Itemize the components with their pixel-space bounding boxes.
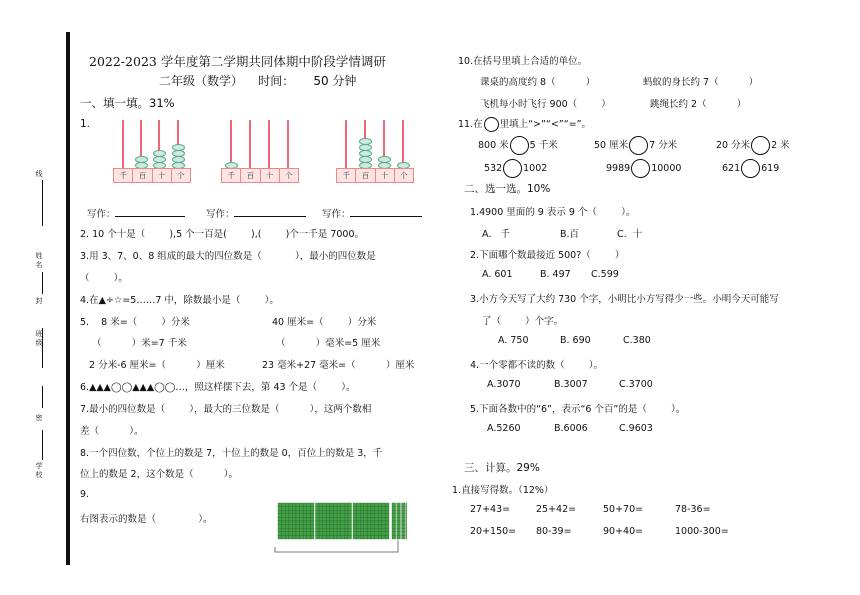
question-8a: 8.一个四位数，个位上的数是 7，十位上的数是 0，百位上的数是 3，千 xyxy=(80,448,383,459)
compare-left: 800 米 xyxy=(478,140,509,151)
question-3b: （ ）。 xyxy=(80,273,128,284)
question-9-number: 9. xyxy=(80,489,90,500)
question-5-r3a: 2 分米-6 厘米=（ ）厘米 xyxy=(89,360,225,371)
answer-line[interactable] xyxy=(350,216,422,217)
choice-q5-b[interactable]: B.6006 xyxy=(554,423,588,434)
q1-number: 1. xyxy=(80,118,91,130)
place-label: 个 xyxy=(400,171,408,180)
question-10a: 课桌的高度约 8（ ） xyxy=(480,77,596,88)
compare-item-2 xyxy=(594,136,677,155)
choice-q4-a[interactable]: A.3070 xyxy=(487,379,521,390)
margin-line xyxy=(42,272,43,294)
compare-circle[interactable] xyxy=(751,136,770,155)
place-label: 百 xyxy=(356,169,375,182)
compare-right: 2 米 xyxy=(771,140,790,151)
question-11-title-end: 里填上“>”“<”“=”。 xyxy=(499,119,592,130)
question-5-r1b: 40 厘米=（ ）分米 xyxy=(272,317,377,328)
choice-q2: 2.下面哪个数最接近 500?（ ） xyxy=(470,250,625,261)
choice-q3-c[interactable]: C.380 xyxy=(623,335,651,346)
compare-item-6 xyxy=(722,159,779,178)
question-3a: 3.用 3、7、0、8 组成的最大的四位数是（ ），最小的四位数是 xyxy=(80,251,376,262)
compare-left: 20 分米 xyxy=(716,140,751,151)
place-label: 十 xyxy=(153,169,172,182)
ten-rod xyxy=(406,503,407,539)
hundred-block xyxy=(353,503,389,539)
question-8b: 位上的数是 2，这个数是（ ）。 xyxy=(80,469,239,480)
compare-circle[interactable] xyxy=(631,159,650,178)
choice-q1-c[interactable]: C. 十 xyxy=(617,229,643,240)
hundred-block xyxy=(278,503,314,539)
circle-icon xyxy=(484,117,499,132)
question-10b: 蚂蚁的身长约 7（ ） xyxy=(643,77,759,88)
compare-circle[interactable] xyxy=(503,159,522,178)
compare-right: 1002 xyxy=(523,163,548,174)
place-label: 个 xyxy=(285,171,293,180)
write-label-3: 写作： xyxy=(322,209,351,220)
compare-left: 50 厘米 xyxy=(594,140,629,151)
choice-q4-b[interactable]: B.3007 xyxy=(554,379,588,390)
question-11-title-start: 11.在 xyxy=(458,119,483,130)
choice-q3-b[interactable]: B. 690 xyxy=(560,335,591,346)
question-2: 2. 10 个十是（ ),5 个一百是( ),( )个一千是 7000。 xyxy=(80,229,364,240)
place-label: 百 xyxy=(133,169,152,182)
margin-line xyxy=(42,386,43,408)
margin-label-feng: 封 xyxy=(35,297,43,305)
ten-rod xyxy=(397,503,401,539)
choice-q2-b[interactable]: B. 497 xyxy=(540,269,571,280)
write-label-1: 写作： xyxy=(87,209,116,220)
answer-line[interactable] xyxy=(234,216,306,217)
place-label: 个 xyxy=(177,171,185,180)
compare-left: 532 xyxy=(484,163,503,174)
compare-right: 619 xyxy=(761,163,780,174)
compare-right: 10000 xyxy=(651,163,682,174)
exam-title: 2022-2023 学年度第二学期共同体期中阶段学情调研 xyxy=(89,54,386,69)
question-5-r3b: 23 毫米+27 毫米=（ ）厘米 xyxy=(262,360,415,371)
ten-rod xyxy=(392,503,396,539)
calc-item: 80-39= xyxy=(536,526,572,537)
compare-left: 621 xyxy=(722,163,741,174)
answer-line[interactable] xyxy=(115,216,185,217)
question-4: 4.在▲÷☆=5……7 中，除数最小是（ ）。 xyxy=(80,295,279,306)
compare-left: 9989 xyxy=(606,163,631,174)
calc-item: 90+40= xyxy=(603,526,644,537)
choice-q5-a[interactable]: A.5260 xyxy=(487,423,521,434)
choice-q4: 4.一个零都不读的数（ ）。 xyxy=(470,360,603,371)
compare-right: 7 分米 xyxy=(649,140,678,151)
choice-q1-a[interactable]: A. 千 xyxy=(482,229,510,240)
calc-item: 25+42= xyxy=(536,504,577,515)
section3-heading: 三、计算。29% xyxy=(464,462,540,474)
question-5-r2a: （ ）米=7 千米 xyxy=(92,338,187,349)
margin-line xyxy=(42,180,43,226)
question-10c: 飞机每小时飞行 900（ ） xyxy=(480,99,611,110)
write-label-2: 写作： xyxy=(206,209,235,220)
place-label: 千 xyxy=(337,169,356,182)
compare-item-4 xyxy=(484,159,547,178)
question-11-title xyxy=(458,116,591,132)
compare-item-5 xyxy=(606,159,681,178)
compare-circle[interactable] xyxy=(741,159,760,178)
place-label: 百 xyxy=(241,169,260,182)
section2-heading: 二、选一选。10% xyxy=(464,183,551,195)
ten-rod xyxy=(402,503,406,539)
margin-line xyxy=(42,430,43,460)
question-6: 6.▲▲▲◯◯▲▲▲◯◯…，照这样摆下去，第 43 个是（ ）。 xyxy=(80,382,356,393)
place-label: 十 xyxy=(376,169,395,182)
place-label: 千 xyxy=(114,169,133,182)
choice-q1-b[interactable]: B.百 xyxy=(560,229,580,240)
calc-item: 27+43= xyxy=(470,504,511,515)
hundred-block xyxy=(316,503,352,539)
section1-heading: 一、填一填。31% xyxy=(80,96,175,110)
question-10d: 跳绳长约 2（ ） xyxy=(650,99,747,110)
compare-right: 5 千米 xyxy=(529,140,558,151)
exam-subtitle: 二年级（数学） 时间： 50 分钟 xyxy=(159,74,357,88)
choice-q2-c[interactable]: C.599 xyxy=(591,269,619,280)
binding-bar xyxy=(66,32,70,565)
section3-sub: 1.直接写得数。（12%） xyxy=(452,485,554,496)
choice-q2-a[interactable]: A. 601 xyxy=(482,269,513,280)
choice-q3-a[interactable]: A. 750 xyxy=(498,335,529,346)
choice-q5-c[interactable]: C.9603 xyxy=(619,423,653,434)
compare-item-3 xyxy=(716,136,790,155)
question-5-r1a: 5. 8 米=（ ）分米 xyxy=(80,317,190,328)
question-10-title: 10.在括号里填上合适的单位。 xyxy=(458,56,588,67)
margin-label-name: 姓名 xyxy=(35,252,43,269)
question-7a: 7.最小的四位数是（ ），最大的三位数是（ ），这两个数相 xyxy=(80,404,372,415)
choice-q1: 1.4900 里面的 9 表示 9 个（ ）。 xyxy=(470,207,636,218)
margin-label-mi: 密 xyxy=(35,414,43,422)
margin-label-class: 班级 xyxy=(35,330,43,347)
question-5-r2b: （ ）毫米=5 厘米 xyxy=(276,338,381,349)
calc-item: 50+70= xyxy=(603,504,644,515)
compare-circle[interactable] xyxy=(629,136,648,155)
place-label: 十 xyxy=(261,169,280,182)
choice-q3a: 3.小方今天写了大约 730 个字，小明比小方写得少一些。小明今天可能写 xyxy=(470,294,779,305)
place-label: 千 xyxy=(222,169,241,182)
choice-q5: 5.下面各数中的“6”，表示“6 个百”的是（ ）。 xyxy=(470,404,686,415)
calc-item: 1000-300= xyxy=(675,526,729,537)
margin-label-xian: 线 xyxy=(35,170,43,178)
compare-item-1 xyxy=(478,136,558,155)
choice-q4-c[interactable]: C.3700 xyxy=(619,379,653,390)
question-9-text: 右图表示的数是（ ）。 xyxy=(80,514,213,525)
choice-q3b: 了（ ）个字。 xyxy=(482,316,564,327)
question-7b: 差（ ）。 xyxy=(80,426,144,437)
calc-item: 78-36= xyxy=(675,504,711,515)
base-ten-blocks-figure xyxy=(272,500,407,556)
compare-circle[interactable] xyxy=(510,136,529,155)
margin-label-school: 学校 xyxy=(35,462,43,479)
calc-item: 20+150= xyxy=(470,526,517,537)
